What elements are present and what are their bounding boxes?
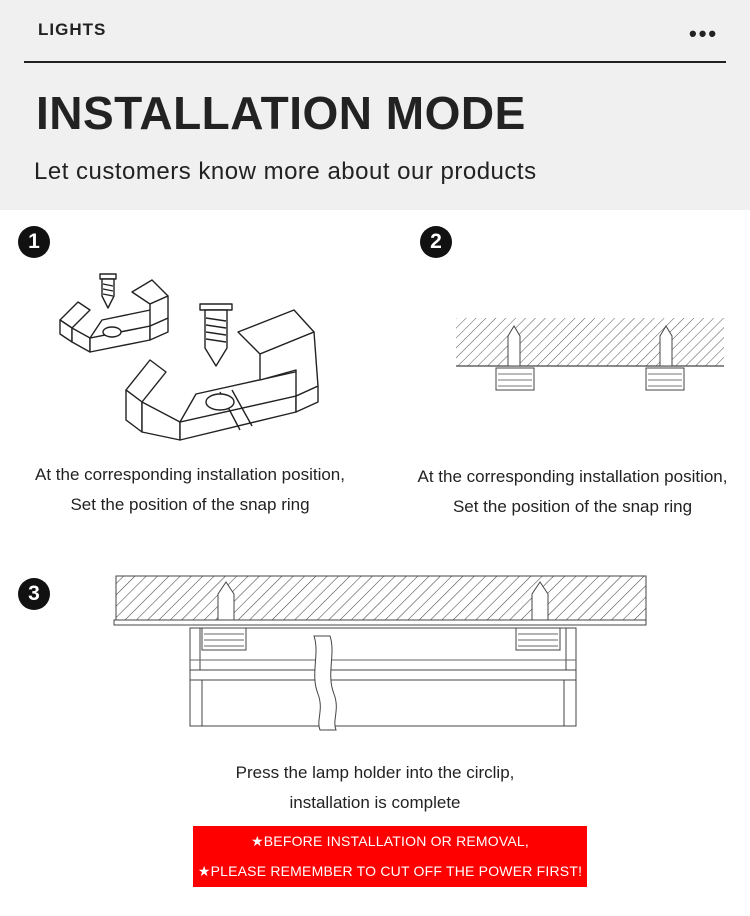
- power-warning-banner: [193, 826, 587, 887]
- step-1-snap-ring-illustration: [50, 262, 330, 447]
- more-options-icon[interactable]: •••: [689, 21, 719, 46]
- step-3-lamp-installed-illustration: [114, 574, 648, 730]
- step-1-caption-line-1: At the corresponding installation position,: [35, 465, 345, 484]
- step-2-ceiling-clip-illustration: [456, 318, 724, 394]
- warning-line-2: ★PLEASE REMEMBER TO CUT OFF THE POWER FIRST!: [197, 863, 583, 879]
- warning-line-1: ★BEFORE INSTALLATION OR REMOVAL,: [251, 833, 529, 849]
- step-1-number: 1: [18, 226, 50, 258]
- page-title: INSTALLATION MODE: [36, 87, 526, 139]
- step-2-caption-line-2: Set the position of the snap ring: [452, 497, 693, 516]
- step-2-caption-line-1: At the corresponding installation position,: [417, 467, 728, 486]
- step-3-caption-line-2: installation is complete: [289, 793, 461, 812]
- header-divider: [24, 61, 726, 63]
- brand-label: LIGHTS: [38, 20, 107, 39]
- step-1-caption: [0, 460, 380, 520]
- step-3-caption-line-1: Press the lamp holder into the circlip,: [235, 763, 515, 782]
- step-2-number: 2: [420, 226, 452, 258]
- step-3-number: 3: [18, 578, 50, 610]
- step-2-caption: [400, 462, 745, 522]
- page-subtitle: Let customers know more about our products: [34, 158, 537, 185]
- header-banner: [0, 0, 750, 210]
- step-1-caption-line-2: Set the position of the snap ring: [70, 495, 310, 514]
- step-3-caption: [150, 758, 600, 818]
